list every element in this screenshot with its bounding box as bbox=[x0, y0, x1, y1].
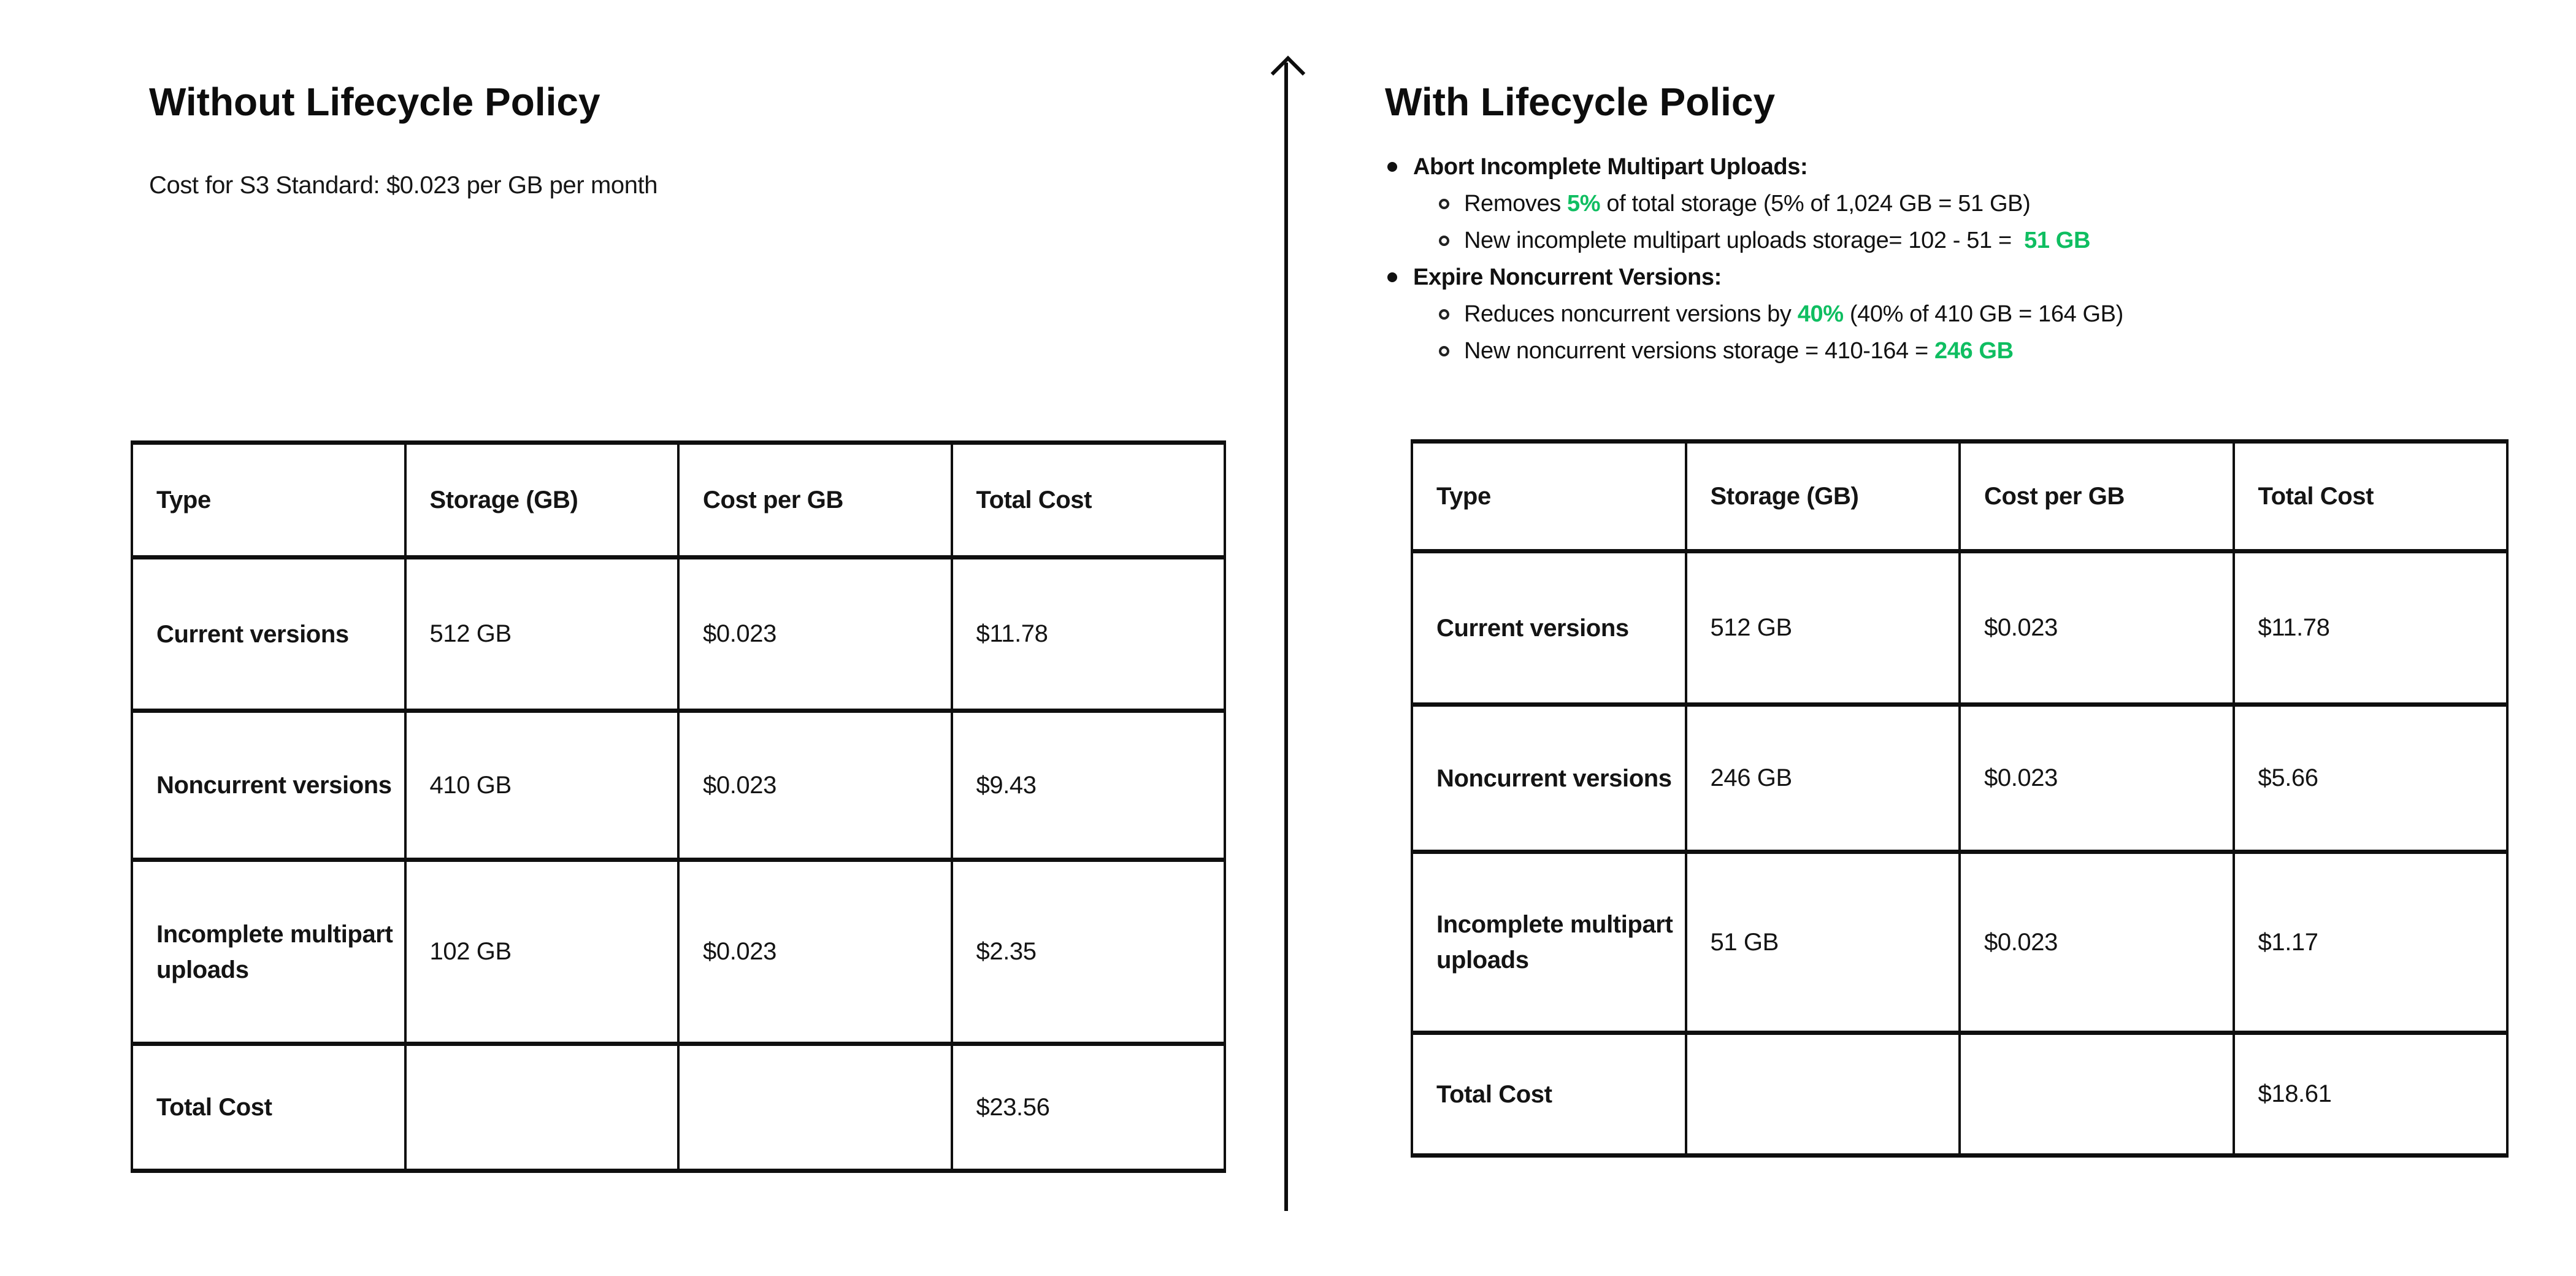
highlight-value: 51 GB bbox=[2024, 227, 2091, 253]
sub-bullet-text bbox=[1464, 228, 2090, 254]
sub-bullet bbox=[1385, 296, 2550, 332]
empty-cell bbox=[1960, 1033, 2234, 1156]
storage-cell: 410 GB bbox=[405, 711, 679, 860]
header-storage: Storage (GB) bbox=[405, 443, 679, 558]
sub-bullet bbox=[1385, 222, 2550, 259]
highlight-value: 5% bbox=[1567, 190, 1601, 217]
type-cell: Incomplete multipart uploads bbox=[132, 860, 405, 1044]
type-cell: Current versions bbox=[132, 558, 405, 711]
cost-per-gb-cell: $0.023 bbox=[678, 711, 952, 860]
sub-bullet-text-pre: Reduces noncurrent versions by bbox=[1464, 301, 1798, 327]
sub-bullet-text-pre: New incomplete multipart uploads storage= 102 - 51 = bbox=[1464, 227, 2025, 253]
storage-cell: 51 GB bbox=[1686, 852, 1960, 1033]
total-cost-cell: $2.35 bbox=[952, 860, 1225, 1044]
sub-bullet-text bbox=[1464, 191, 2030, 217]
total-row-value: $18.61 bbox=[2234, 1033, 2508, 1156]
bullet-dot-icon bbox=[1387, 272, 1397, 282]
sub-bullet-text-pre: New noncurrent versions storage = 410-164 = bbox=[1464, 337, 1934, 364]
total-cost-cell: $1.17 bbox=[2234, 852, 2508, 1033]
cost-per-gb-cell: $0.023 bbox=[1960, 705, 2234, 852]
table-header-row bbox=[1412, 442, 2507, 552]
sub-bullet-text bbox=[1464, 301, 2123, 328]
highlight-value: 40% bbox=[1797, 301, 1844, 327]
total-cost-cell: $11.78 bbox=[952, 558, 1225, 711]
empty-cell bbox=[405, 1044, 679, 1171]
header-cost-per-gb: Cost per GB bbox=[678, 443, 952, 558]
empty-cell bbox=[678, 1044, 952, 1171]
cost-per-gb-cell: $0.023 bbox=[1960, 852, 2234, 1033]
highlight-value: 246 GB bbox=[1934, 337, 2014, 364]
header-type: Type bbox=[132, 443, 405, 558]
storage-cell: 102 GB bbox=[405, 860, 679, 1044]
cost-per-gb-cell: $0.023 bbox=[678, 558, 952, 711]
table-row bbox=[132, 558, 1225, 711]
bullet-heading bbox=[1385, 148, 2550, 185]
total-cost-cell: $5.66 bbox=[2234, 705, 2508, 852]
bullet-heading-text: Expire Noncurrent Versions: bbox=[1413, 264, 1722, 290]
total-row-label: Total Cost bbox=[1412, 1033, 1686, 1156]
arrow-head-icon bbox=[1271, 56, 1306, 91]
cost-per-gb-cell: $0.023 bbox=[1960, 552, 2234, 705]
table-row bbox=[1412, 852, 2507, 1033]
total-cost-cell: $9.43 bbox=[952, 711, 1225, 860]
total-row bbox=[1412, 1033, 2507, 1156]
right-panel-title: With Lifecycle Policy bbox=[1385, 79, 1776, 124]
sub-bullet-text-post: of total storage (5% of 1,024 GB = 51 GB) bbox=[1600, 190, 2031, 217]
header-total-cost: Total Cost bbox=[2234, 442, 2508, 552]
sub-bullet bbox=[1385, 332, 2550, 369]
sub-bullet-circle-icon bbox=[1439, 199, 1449, 209]
type-cell: Incomplete multipart uploads bbox=[1412, 852, 1686, 1033]
type-cell: Current versions bbox=[1412, 552, 1686, 705]
sub-bullet-text bbox=[1464, 338, 2014, 364]
type-cell: Noncurrent versions bbox=[132, 711, 405, 860]
lifecycle-policy-bullet-list bbox=[1385, 148, 2550, 369]
header-total-cost: Total Cost bbox=[952, 443, 1225, 558]
sub-bullet-text-post: (40% of 410 GB = 164 GB) bbox=[1843, 301, 2123, 327]
empty-cell bbox=[1686, 1033, 1960, 1156]
header-storage: Storage (GB) bbox=[1686, 442, 1960, 552]
header-cost-per-gb: Cost per GB bbox=[1960, 442, 2234, 552]
arrow-line bbox=[1284, 63, 1288, 1211]
table-row bbox=[1412, 705, 2507, 852]
sub-bullet bbox=[1385, 185, 2550, 222]
header-type: Type bbox=[1412, 442, 1686, 552]
total-row bbox=[132, 1044, 1225, 1171]
sub-bullet-text-pre: Removes bbox=[1464, 190, 1568, 217]
cost-per-gb-cell: $0.023 bbox=[678, 860, 952, 1044]
total-row-value: $23.56 bbox=[952, 1044, 1225, 1171]
storage-cell: 512 GB bbox=[1686, 552, 1960, 705]
type-cell: Noncurrent versions bbox=[1412, 705, 1686, 852]
total-row-label: Total Cost bbox=[132, 1044, 405, 1171]
storage-cell: 246 GB bbox=[1686, 705, 1960, 852]
sub-bullet-circle-icon bbox=[1439, 309, 1449, 320]
table-row bbox=[132, 860, 1225, 1044]
left-panel-subtitle: Cost for S3 Standard: $0.023 per GB per month bbox=[149, 172, 658, 199]
bullet-heading bbox=[1385, 259, 2550, 296]
bullet-dot-icon bbox=[1387, 162, 1397, 172]
bullet-heading-text: Abort Incomplete Multipart Uploads: bbox=[1413, 153, 1808, 180]
total-cost-cell: $11.78 bbox=[2234, 552, 2508, 705]
table-row bbox=[1412, 552, 2507, 705]
cost-table-without-policy bbox=[131, 440, 1226, 1173]
left-panel-title: Without Lifecycle Policy bbox=[149, 79, 600, 124]
table-row bbox=[132, 711, 1225, 860]
sub-bullet-circle-icon bbox=[1439, 236, 1449, 246]
table-header-row bbox=[132, 443, 1225, 558]
storage-cell: 512 GB bbox=[405, 558, 679, 711]
sub-bullet-circle-icon bbox=[1439, 346, 1449, 356]
cost-table-with-policy bbox=[1411, 439, 2509, 1158]
